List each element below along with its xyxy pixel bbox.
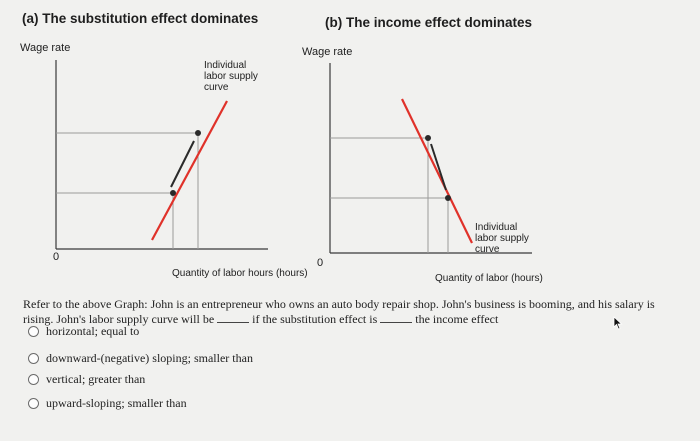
option-radio[interactable]: [28, 353, 39, 364]
panel-a-guides: [56, 133, 198, 249]
panel-a-point-upper: [195, 130, 201, 136]
panel-a-supply-curve: [152, 101, 227, 240]
question-part1: Refer to the above Graph: John is an entrepreneur who owns an auto body repair shop. John's business is booming, and his salary is rising. John's labor supply curve will be: [23, 297, 655, 326]
panel-a-curve-label-line3: curve: [204, 82, 229, 93]
option-upward-smaller[interactable]: [28, 396, 187, 411]
panel-b-origin: 0: [317, 257, 324, 269]
option-vertical-greater[interactable]: [28, 372, 145, 387]
panel-a-point-lower: [170, 190, 176, 196]
option-radio[interactable]: [28, 398, 39, 409]
panel-b-supply-curve: [402, 99, 472, 243]
panel-a-y-label: Wage rate: [20, 42, 71, 54]
question-part2: if the substitution effect is: [252, 312, 378, 326]
panel-b-curve-label-line2: labor supply: [475, 233, 529, 244]
question-part3: the income effect: [415, 312, 499, 326]
panel-b-point-lower: [445, 195, 451, 201]
panel-a-curve-label-line2: labor supply: [204, 71, 258, 82]
panel-b-point-upper: [425, 135, 431, 141]
panel-a-movement-arrow: [171, 141, 194, 187]
option-radio[interactable]: [28, 374, 39, 385]
panel-b-title: (b) The income effect dominates: [325, 15, 533, 30]
answer-blank-2: [380, 312, 412, 323]
panel-b-curve-label-line1: Individual: [475, 222, 518, 233]
option-radio[interactable]: [28, 326, 39, 337]
panel-a-title: (a) The substitution effect dominates: [22, 11, 259, 26]
panel-b-curve-label-line3: curve: [475, 244, 500, 255]
option-label: horizontal; equal to: [46, 324, 140, 338]
panel-b-x-label: Quantity of labor (hours): [435, 273, 543, 284]
panel-b-movement-arrow: [431, 144, 446, 190]
option-label: downward-(negative) sloping; smaller than: [46, 351, 253, 365]
option-downward-smaller[interactable]: [28, 351, 253, 366]
option-label: vertical; greater than: [46, 372, 146, 386]
question-text: [23, 297, 673, 327]
option-label: upward-sloping; smaller than: [46, 396, 187, 410]
panel-b-y-label: Wage rate: [302, 46, 353, 58]
answer-blank-1: [217, 312, 249, 323]
panel-a-origin: 0: [53, 251, 60, 263]
panel-a-x-label: Quantity of labor hours (hours): [172, 268, 308, 279]
panel-a-curve-label-line1: Individual: [204, 60, 247, 71]
option-horizontal-equal[interactable]: [28, 324, 139, 339]
mouse-pointer-icon: [613, 316, 623, 330]
